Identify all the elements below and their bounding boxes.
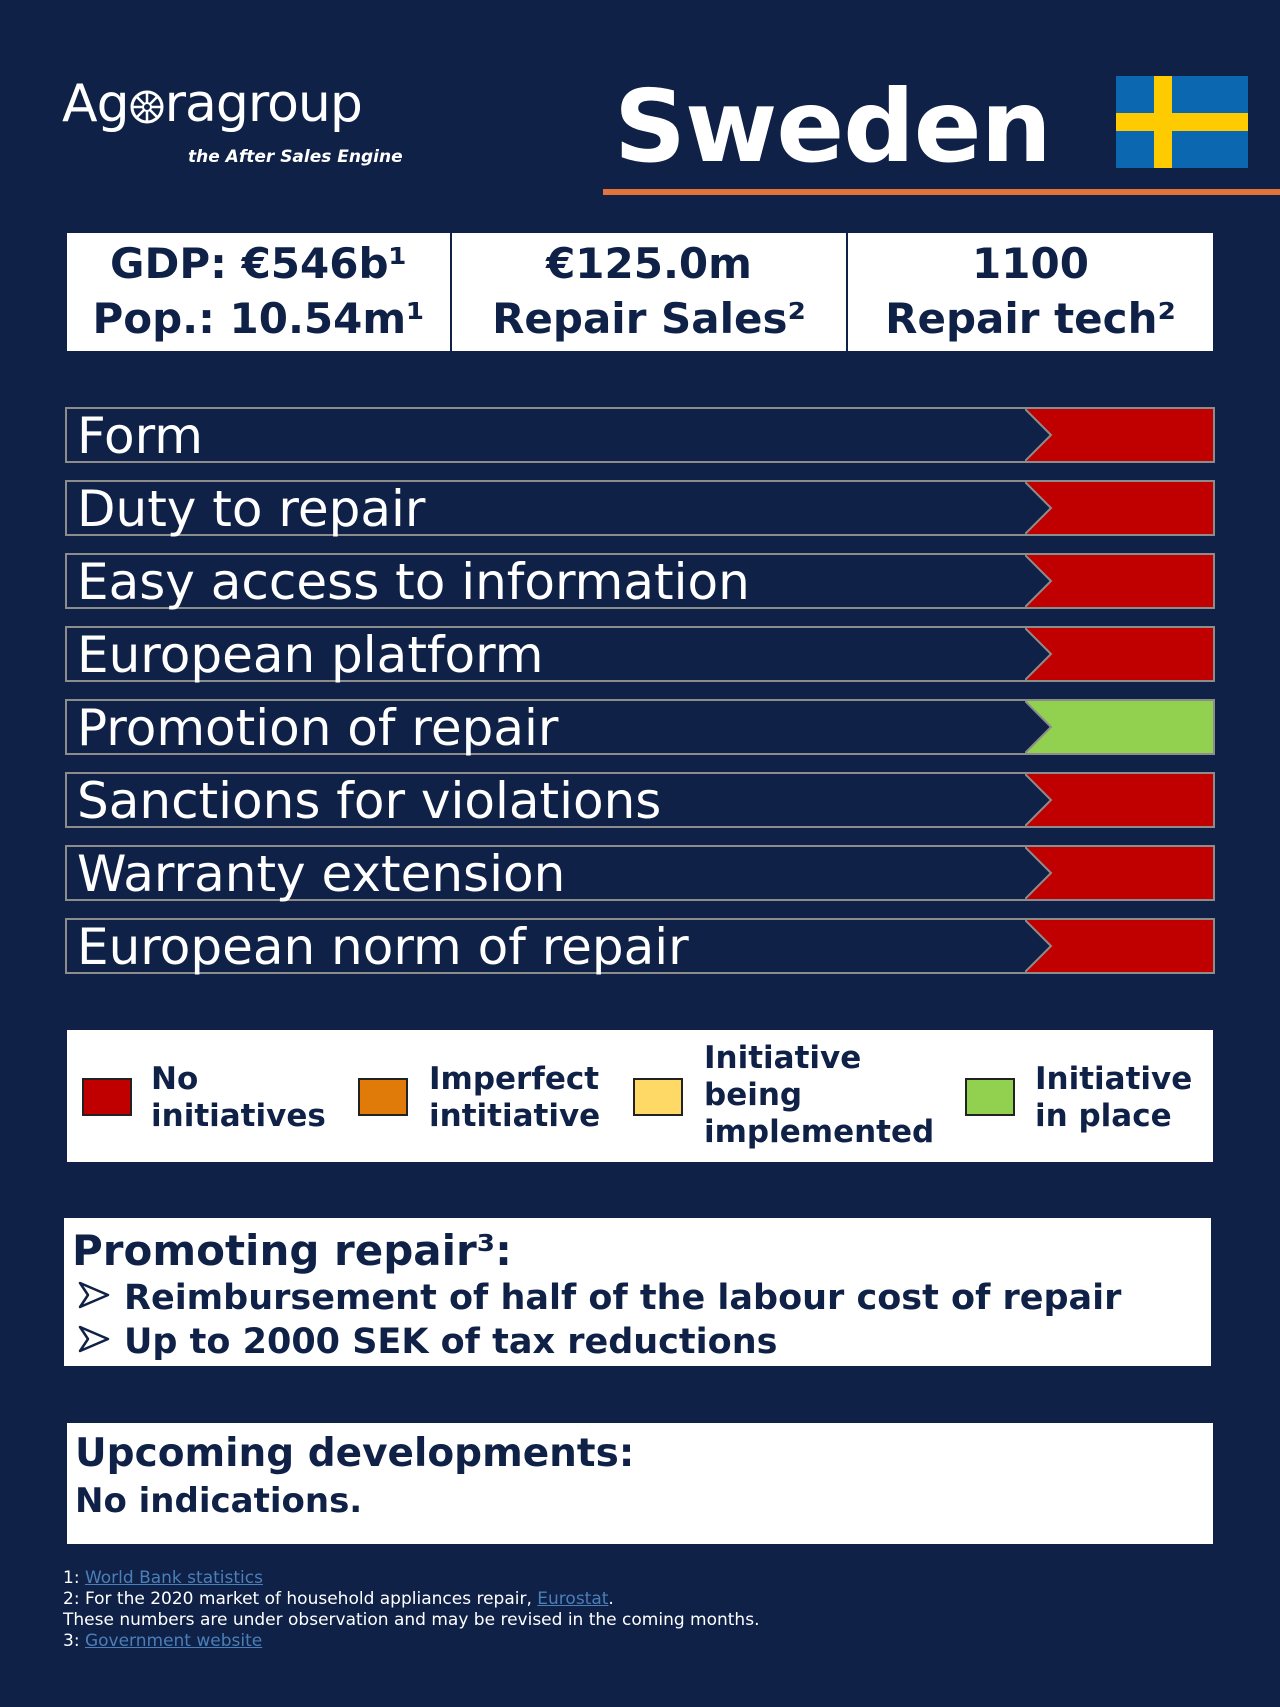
stats-box [65, 231, 1215, 353]
legend-label-no-initiatives: No initiatives [151, 1061, 326, 1134]
criterion-label: European platform [77, 626, 544, 684]
criterion-row [65, 772, 1215, 828]
criterion-label: European norm of repair [77, 918, 689, 976]
criterion-status [1025, 482, 1213, 534]
legend-swatch-imperfect [358, 1078, 408, 1116]
stat-repair-sales [452, 233, 848, 351]
criterion-status [1025, 555, 1213, 607]
status-indicator [1025, 482, 1213, 534]
status-indicator [1025, 847, 1213, 899]
gdp-value: GDP: €546b¹ [110, 239, 407, 289]
status-indicator [1025, 555, 1213, 607]
criterion-label: Duty to repair [77, 480, 426, 538]
title-underline [603, 189, 1280, 195]
repair-sales-value: €125.0m [546, 239, 752, 289]
footnote-2: 2: For the 2020 market of household appliances repair, Eurostat. [63, 1589, 614, 1609]
sweden-flag-icon [1116, 76, 1248, 168]
legend-swatch-being-implemented [633, 1078, 683, 1116]
promoting-title: Promoting repair³: [72, 1226, 512, 1275]
footnote-1: 1: World Bank statistics [63, 1568, 263, 1588]
criterion-status [1025, 628, 1213, 680]
criterion-label: Promotion of repair [77, 699, 559, 757]
criterion-status [1025, 409, 1213, 461]
repair-sales-label: Repair Sales² [492, 294, 806, 343]
arrow-bullet-icon [74, 1325, 114, 1353]
upcoming-body: No indications. [75, 1481, 363, 1521]
stat-repair-tech [848, 233, 1213, 351]
stat-gdp-pop [67, 233, 452, 351]
criterion-status [1025, 920, 1213, 972]
legend-label-being-implemented: Initiative being implemented [704, 1040, 935, 1150]
logo-tagline: the After Sales Engine [188, 147, 403, 167]
population-value: Pop.: 10.54m¹ [92, 294, 425, 343]
status-fill [1025, 555, 1213, 607]
criterion-row [65, 480, 1215, 536]
footnote-2-note: These numbers are under observation and may be revised in the coming months. [63, 1610, 760, 1630]
status-fill [1025, 701, 1213, 753]
criterion-row [65, 407, 1215, 463]
legend-swatch-no-initiatives [82, 1078, 132, 1116]
status-fill [1025, 409, 1213, 461]
logo-wordmark: Ag ragroup [62, 74, 362, 134]
arrow-bullet-icon [74, 1281, 114, 1309]
criterion-status [1025, 774, 1213, 826]
promoting-item: Up to 2000 SEK of tax reductions [74, 1322, 777, 1362]
criterion-row [65, 918, 1215, 974]
criterion-row [65, 699, 1215, 755]
criterion-label: Easy access to information [77, 553, 750, 611]
criterion-status [1025, 847, 1213, 899]
status-indicator [1025, 920, 1213, 972]
eurostat-link[interactable]: Eurostat [537, 1589, 609, 1609]
criterion-row [65, 845, 1215, 901]
status-fill [1025, 628, 1213, 680]
country-title: Sweden [614, 68, 1051, 185]
government-website-link[interactable]: Government website [84, 1631, 263, 1651]
promoting-repair-box [62, 1216, 1213, 1368]
status-indicator [1025, 774, 1213, 826]
world-bank-link[interactable]: World Bank statistics [84, 1568, 263, 1588]
legend [65, 1028, 1215, 1164]
criterion-status [1025, 701, 1213, 753]
legend-label-imperfect: Imperfect intitiative [429, 1061, 601, 1134]
criterion-label: Sanctions for violations [77, 772, 662, 830]
upcoming-title: Upcoming developments: [75, 1431, 635, 1476]
criterion-label: Warranty extension [77, 845, 566, 903]
legend-label-in-place: Initiative in place [1035, 1061, 1193, 1134]
status-indicator [1025, 701, 1213, 753]
agoragroup-logo [62, 74, 403, 178]
status-fill [1025, 847, 1213, 899]
footnotes [63, 1568, 759, 1652]
status-indicator [1025, 628, 1213, 680]
upcoming-developments-box [65, 1421, 1215, 1546]
promoting-item: Reimbursement of half of the labour cost of repair [74, 1278, 1121, 1318]
status-indicator [1025, 409, 1213, 461]
repair-tech-value: 1100 [972, 239, 1089, 289]
footnote-3: 3: Government website [63, 1631, 263, 1651]
status-fill [1025, 774, 1213, 826]
criterion-row [65, 626, 1215, 682]
repair-tech-label: Repair tech² [885, 294, 1176, 343]
status-fill [1025, 482, 1213, 534]
criterion-row [65, 553, 1215, 609]
legend-swatch-in-place [965, 1078, 1015, 1116]
logo-wheel-icon [129, 89, 165, 125]
status-fill [1025, 920, 1213, 972]
criterion-label: Form [77, 407, 203, 465]
